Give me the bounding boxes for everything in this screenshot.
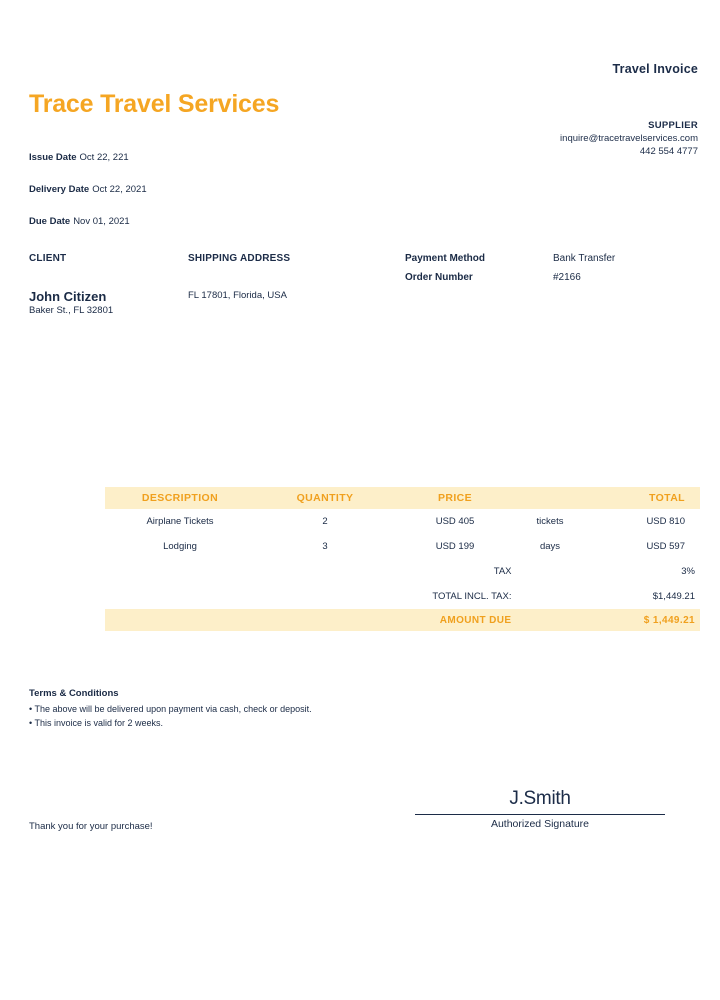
tax-value: 3% [681,566,695,577]
amount-due-label: AMOUNT DUE [439,614,512,626]
due-date-value: Nov 01, 2021 [73,216,130,227]
row-quantity: 3 [322,541,328,552]
issue-date-label: Issue Date [29,152,77,163]
shipping-address: FL 17801, Florida, USA [188,290,287,301]
order-number-row [405,272,685,283]
terms-title: Terms & Conditions [29,688,119,699]
row-total: USD 810 [646,516,685,527]
payment-meta-block [405,253,685,291]
row-unit: tickets [536,516,564,527]
items-table-header [105,487,700,509]
client-heading: CLIENT [29,253,67,264]
total-incl-tax-value: $1,449.21 [652,591,695,602]
supplier-heading: SUPPLIER [648,120,698,131]
column-header-price: PRICE [437,492,473,504]
terms-item [29,718,529,728]
delivery-date-label: Delivery Date [29,184,90,195]
tax-row [105,559,700,584]
row-description: Lodging [163,541,197,552]
row-total: USD 597 [646,541,685,552]
tax-label: TAX [493,566,512,577]
total-incl-tax-label: TOTAL INCL. TAX: [432,591,512,602]
amount-due-value: $ 1,449.21 [643,614,695,626]
due-date-label: Due Date [29,216,71,227]
issue-date-value: Oct 22, 221 [79,152,129,163]
payment-method-row [405,253,685,264]
table-row [105,509,700,534]
supplier-phone: 442 554 4777 [639,145,698,157]
supplier-email: inquire@tracetravelservices.com [560,132,698,144]
shipping-heading: SHIPPING ADDRESS [188,253,291,264]
row-quantity: 2 [322,516,328,527]
column-header-description: DESCRIPTION [141,492,219,504]
client-name: John Citizen [29,289,107,304]
payment-method-value: Bank Transfer [553,253,616,264]
signature-block [415,788,665,830]
total-incl-tax-row [105,584,700,609]
terms-item-text: This invoice is valid for 2 weeks. [34,718,164,728]
signature-caption: Authorized Signature [415,814,665,830]
bullet-icon: • [29,704,33,714]
client-address: Baker St., FL 32801 [29,305,114,316]
table-row [105,534,700,559]
row-price: USD 199 [435,541,475,552]
items-table [105,487,700,631]
delivery-date-value: Oct 22, 2021 [92,184,147,195]
amount-due-row [105,609,700,631]
row-price: USD 405 [435,516,475,527]
delivery-date-row [29,184,147,195]
issue-date-row [29,152,147,163]
document-type-label: Travel Invoice [612,62,698,76]
dates-block [29,152,147,248]
supplier-block [560,120,698,158]
payment-method-label: Payment Method [405,253,486,264]
signature-name: J.Smith [509,788,571,809]
terms-item-text: The above will be delivered upon payment via cash, check or deposit. [34,704,312,714]
order-number-value: #2166 [553,272,581,283]
terms-item [29,704,529,714]
thank-you-note: Thank you for your purchase! [29,821,153,832]
column-header-total: TOTAL [648,492,685,504]
company-name: Trace Travel Services [29,90,280,118]
order-number-label: Order Number [405,272,473,283]
terms-block [29,688,529,732]
row-description: Airplane Tickets [146,516,214,527]
row-unit: days [539,541,561,552]
column-header-quantity: QUANTITY [296,492,354,504]
bullet-icon: • [29,718,33,728]
due-date-row [29,216,147,227]
